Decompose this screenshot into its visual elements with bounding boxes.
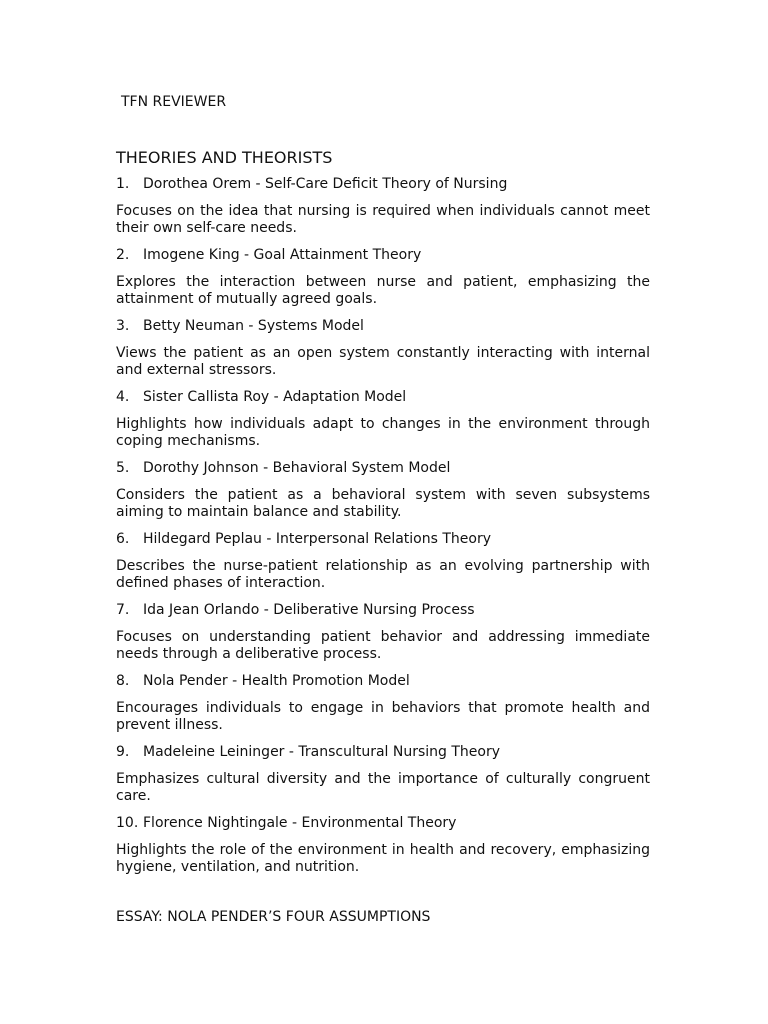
theory-item-9	[116, 744, 650, 805]
theory-number: 9.	[116, 744, 130, 760]
theory-title	[116, 673, 650, 690]
theory-title	[116, 744, 650, 761]
section-title: THEORIES AND THEORISTS	[116, 148, 333, 167]
theory-name: Dorothy Johnson - Behavioral System Model	[143, 460, 451, 476]
theory-item-10	[116, 815, 650, 876]
theory-number: 4.	[116, 389, 130, 405]
theory-description: Explores the interaction between nurse and patient, emphasizing the attainment of mutually agreed goals.	[116, 274, 650, 307]
theory-name: Nola Pender - Health Promotion Model	[143, 673, 410, 689]
theory-description: Focuses on understanding patient behavior and addressing immediate needs through a deliberative process.	[116, 629, 650, 662]
theory-number: 5.	[116, 460, 130, 476]
theory-title	[116, 247, 650, 264]
theory-name: Betty Neuman - Systems Model	[143, 318, 364, 334]
theory-number: 1.	[116, 176, 130, 192]
theory-item-4	[116, 389, 650, 450]
theory-name: Sister Callista Roy - Adaptation Model	[143, 389, 407, 405]
theory-name: Madeleine Leininger - Transcultural Nursing Theory	[143, 744, 501, 760]
theory-description: Highlights the role of the environment in health and recovery, emphasizing hygiene, ventilation, and nutrition.	[116, 842, 650, 875]
theory-item-6	[116, 531, 650, 592]
theory-title	[116, 176, 650, 193]
theory-description: Views the patient as an open system constantly interacting with internal and external stressors.	[116, 345, 650, 378]
theory-description: Focuses on the idea that nursing is required when individuals cannot meet their own self-care needs.	[116, 203, 650, 236]
theory-item-5	[116, 460, 650, 521]
theory-title	[116, 531, 650, 548]
theory-number: 3.	[116, 318, 130, 334]
theory-name: Imogene King - Goal Attainment Theory	[143, 247, 422, 263]
theory-description: Considers the patient as a behavioral system with seven subsystems aiming to maintain balance and stability.	[116, 487, 650, 520]
theory-number: 2.	[116, 247, 130, 263]
theory-item-3	[116, 318, 650, 379]
theory-title	[116, 815, 650, 832]
theory-description: Describes the nurse-patient relationship as an evolving partnership with defined phases of interaction.	[116, 558, 650, 591]
theory-name: Dorothea Orem - Self-Care Deficit Theory of Nursing	[143, 176, 508, 192]
theory-item-8	[116, 673, 650, 734]
theory-name: Florence Nightingale - Environmental Theory	[143, 815, 457, 831]
theory-number: 6.	[116, 531, 130, 547]
essay-title: ESSAY: NOLA PENDER’S FOUR ASSUMPTIONS	[116, 909, 431, 925]
theory-description: Emphasizes cultural diversity and the importance of culturally congruent care.	[116, 771, 650, 804]
theory-item-7	[116, 602, 650, 663]
theory-item-1	[116, 176, 650, 237]
theory-number: 8.	[116, 673, 130, 689]
theory-number: 7.	[116, 602, 130, 618]
theory-number: 10.	[116, 815, 139, 831]
theories-list	[116, 176, 650, 886]
theory-title	[116, 389, 650, 406]
theory-description: Encourages individuals to engage in behaviors that promote health and prevent illness.	[116, 700, 650, 733]
theory-name: Hildegard Peplau - Interpersonal Relations Theory	[143, 531, 492, 547]
theory-title	[116, 602, 650, 619]
theory-name: Ida Jean Orlando - Deliberative Nursing Process	[143, 602, 475, 618]
theory-title	[116, 318, 650, 335]
theory-item-2	[116, 247, 650, 308]
theory-title	[116, 460, 650, 477]
document-header: TFN REVIEWER	[121, 94, 227, 110]
theory-description: Highlights how individuals adapt to changes in the environment through coping mechanisms.	[116, 416, 650, 449]
